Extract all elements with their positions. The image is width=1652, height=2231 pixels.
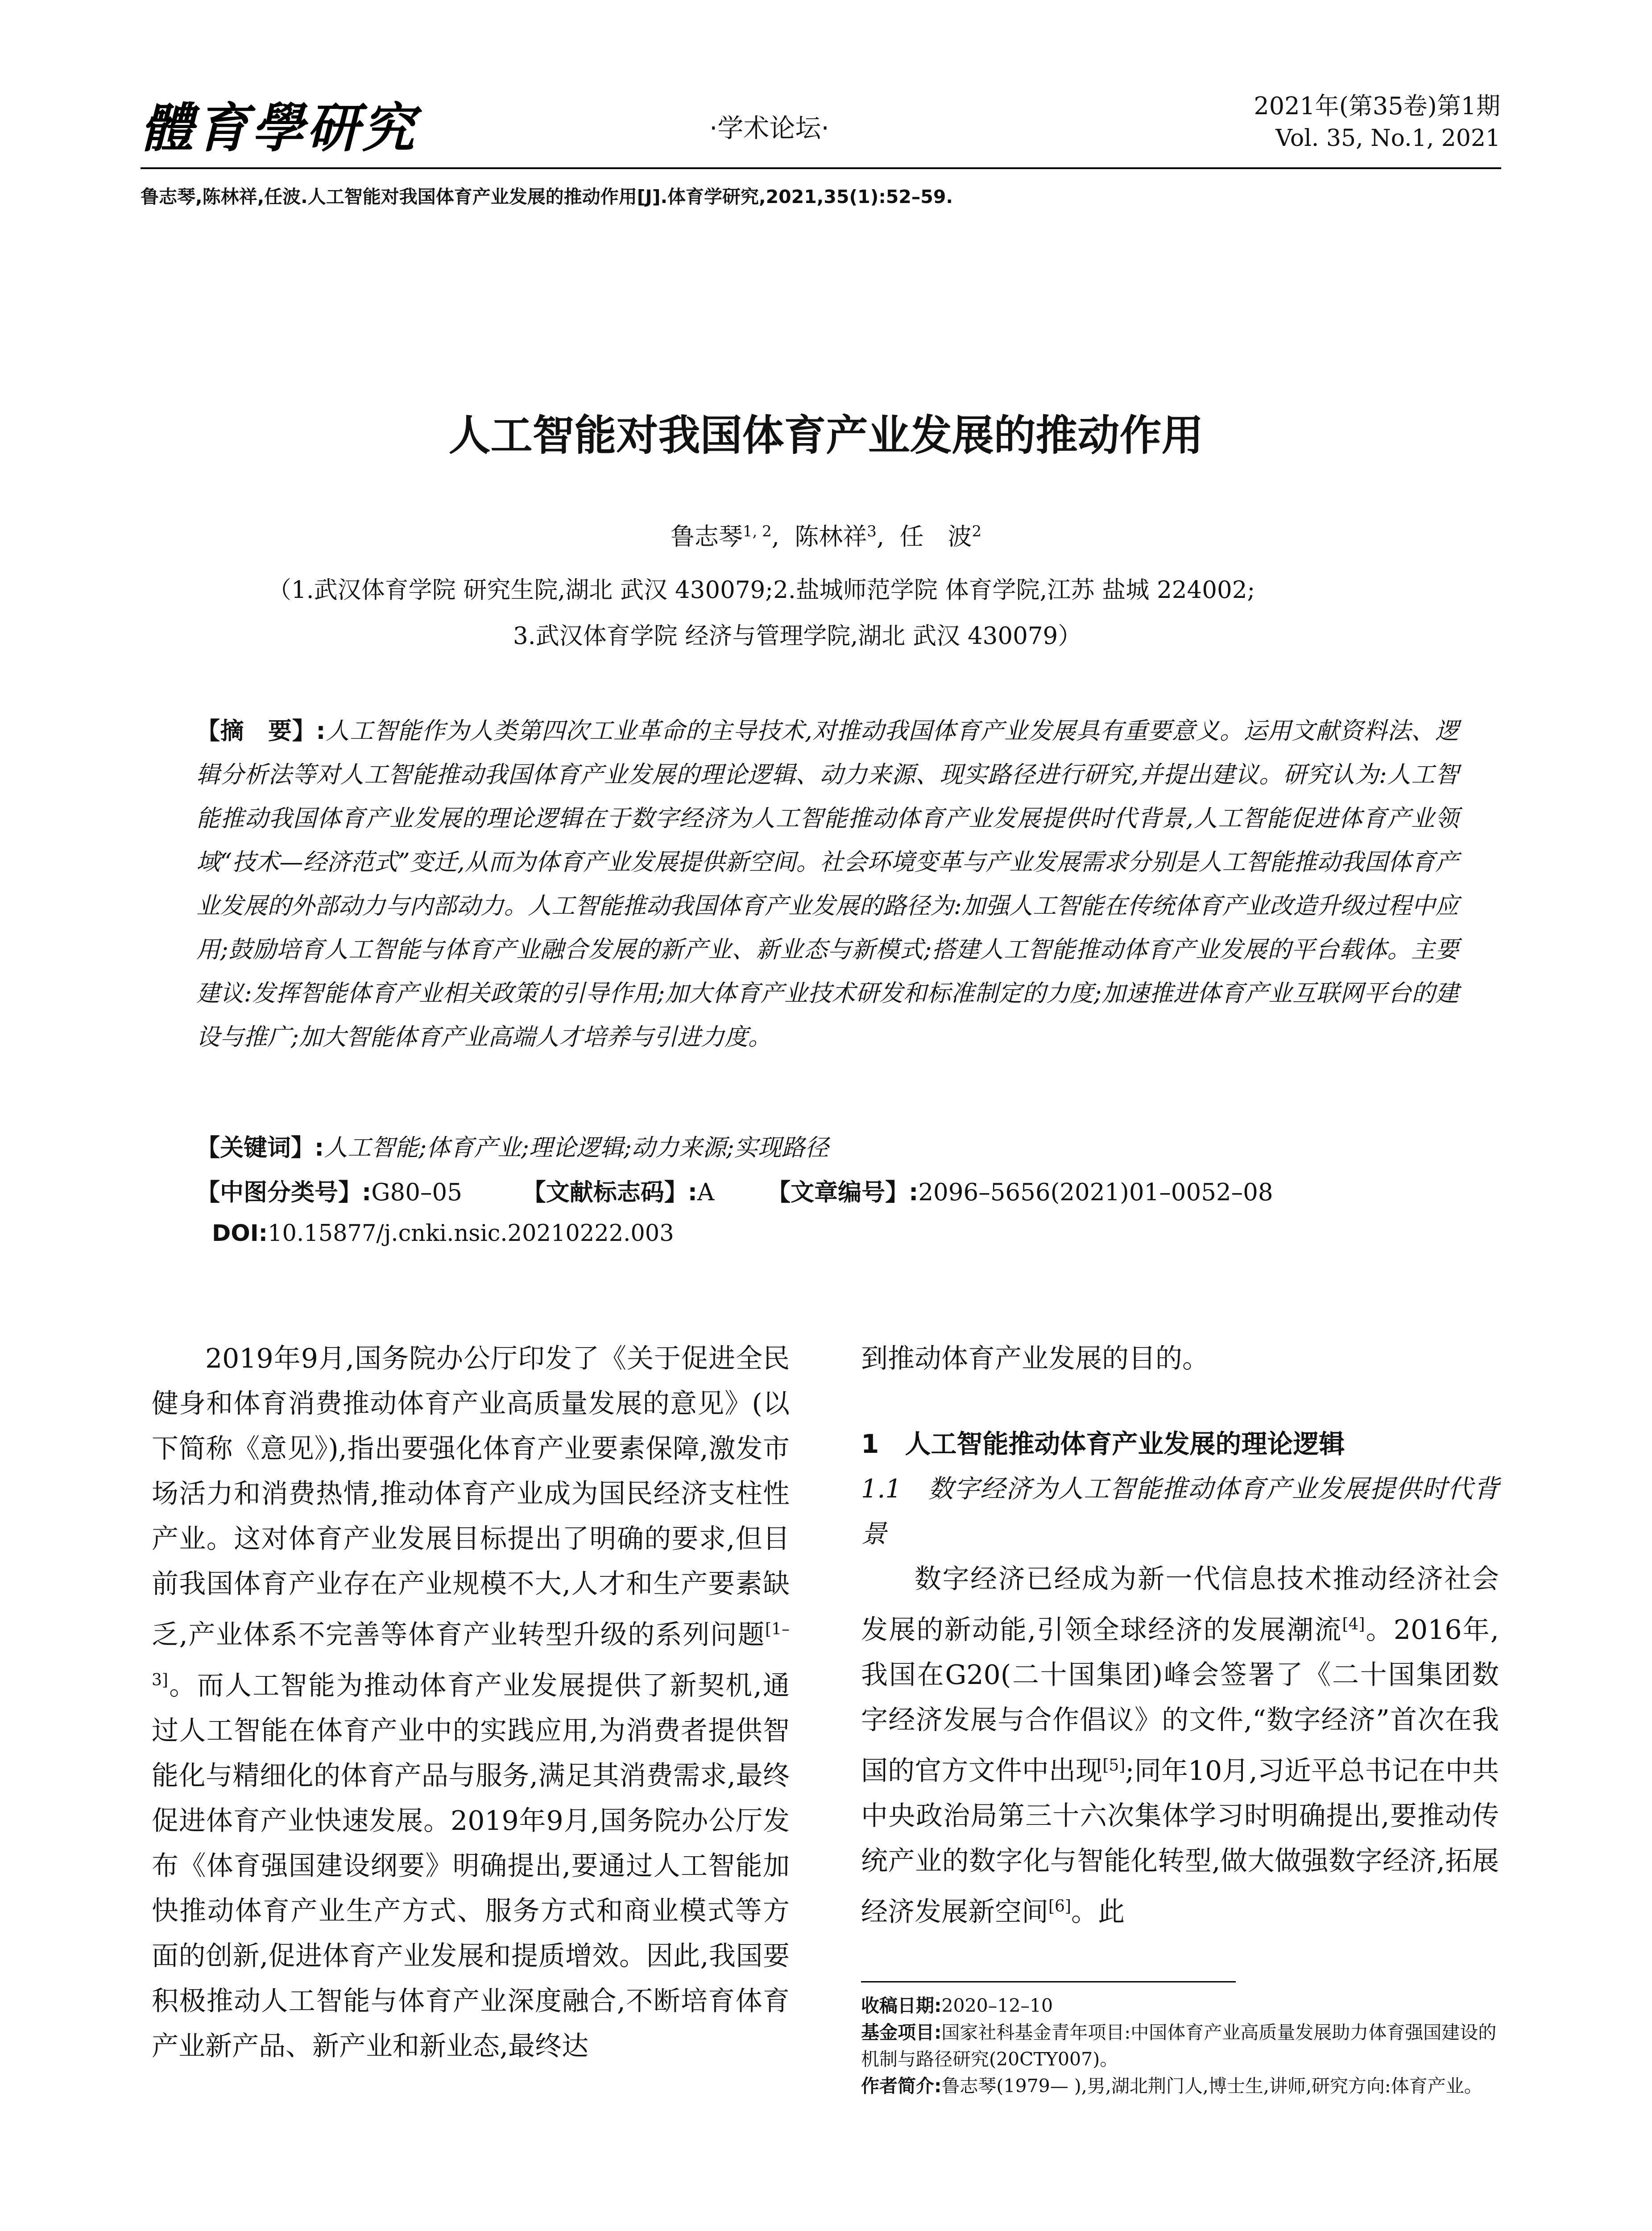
keywords-label: 【关键词】: (196, 1134, 324, 1161)
keywords-text: 人工智能;体育产业;理论逻辑;动力来源;实现路径 (324, 1134, 829, 1161)
abstract-text: 人工智能作为人类第四次工业革命的主导技术,对推动我国体育产业发展具有重要意义。运用文献资料法、逻辑分析法等对人工智能推动我国体育产业发展的理论逻辑、动力来源、现实路径进行研究,并提出建议。研究认为:人工智能推动我国体育产业发展的理论逻辑在于数字经济为人工智能推动体育产业发展提供时代背景,人工智能促进体育产业领域“技术—经济范式”变迁,从而为体育产业发展提供新空间。社会环境变革与产业发展需求分别是人工智能推动我国体育产业发展的外部动力与内部动力。人工智能推动我国体育产业发展的路径为:加强人工智能在传统体育产业改造升级过程中应用;鼓励培育人工智能与体育产业融合发展的新产业、新业态与新模式;搭建人工智能推动体育产业发展的平台载体。主要建议:发挥智能体育产业相关政策的引导作用;加大体育产业技术研发和标准制定的力度;加速推进体育产业互联网平台的建设与推广;加大智能体育产业高端人才培养与引进力度。 (196, 717, 1459, 1051)
author-name: 鲁志琴 (670, 523, 743, 551)
abstract-label: 【摘 要】: (196, 717, 326, 745)
author-affiliation-mark: 2 (972, 523, 982, 540)
clc-value: G80–05 (371, 1179, 462, 1206)
body-paragraph: 2019年9月,国务院办公厅印发了《关于促进全民健身和体育消费推动体育产业高质量发展的意见》(以下简称《意见》),指出要强化体育产业要素保障,激发市场活力和消费热情,推动体育产业成为国民经济支柱性产业。这对体育产业发展目标提出了明确的要求,但目前我国体育产业存在产业规模不大,人才和生产要素缺乏,产业体系不完善等体育产业转型升级的系列问题[1–3]。而人工智能为推动体育产业发展提供了新契机,通过人工智能在体育产业中的实践应用,为消费者提供智能化与精细化的体育产品与服务,满足其消费需求,最终促进体育产业快速发展。2019年9月,国务院办公厅发布《体育强国建设纲要》明确提出,要通过人工智能加快推动体育产业生产方式、服务方式和商业模式等方面的创新,促进体育产业发展和提质增效。因此,我国要积极推动人工智能与体育产业深度融合,不断培育体育产业新产品、新产业和新业态,最终达 (152, 1343, 790, 2062)
author-name: 陈林祥 (795, 523, 867, 551)
issue-info-en: Vol. 35, No.1, 2021 (1275, 125, 1500, 152)
doi-label: DOI: (212, 1220, 268, 1247)
journal-logo: 體育學研究 (141, 97, 418, 159)
body-paragraph-continued: 到推动体育产业发展的目的。 (861, 1343, 1209, 1374)
body-right-column (861, 1336, 1499, 1935)
clc-label: 【中图分类号】: (196, 1179, 372, 1206)
reference-mark[interactable]: [4] (1342, 1615, 1365, 1634)
abstract (196, 709, 1459, 1059)
footnote-fund: 基金项目:国家社科基金青年项目:中国体育产业高质量发展助力体育强国建设的机制与路径研究(20CTY007)。 (861, 2022, 1497, 2070)
article-title: 人工智能对我国体育产业发展的推动作用 (448, 411, 1204, 460)
classification-row (196, 1174, 1535, 1207)
body-left-column (152, 1336, 790, 2069)
section-heading: 1 人工智能推动体育产业发展的理论逻辑 (861, 1429, 1345, 1459)
footnote-received: 收稿日期:2020–12–10 (861, 1995, 1053, 2016)
issue-info-cn: 2021年(第35卷)第1期 (1254, 92, 1500, 120)
author-affiliation-mark: 3 (867, 523, 877, 540)
reference-mark[interactable]: [6] (1048, 1897, 1071, 1916)
affiliation-line: （1.武汉体育学院 研究生院,湖北 武汉 430079;2.盐城师范学院 体育学院,江苏 盐城 224002; (268, 576, 1255, 604)
footnote-divider (861, 1981, 1236, 1982)
reference-mark[interactable]: [1–3] (152, 1620, 790, 1689)
doc-code-value: A (697, 1179, 715, 1206)
footnotes (861, 1992, 1499, 2099)
article-number-value: 2096–5656(2021)01–0052–08 (918, 1179, 1273, 1206)
affiliation-line: 3.武汉体育学院 经济与管理学院,湖北 武汉 430079） (513, 622, 1082, 650)
article-number-label: 【文章编号】: (767, 1179, 919, 1206)
citation-line: 鲁志琴,陈林祥,任波.人工智能对我国体育产业发展的推动作用[J].体育学研究,2021,35(1):52–59. (141, 186, 953, 207)
doi-value[interactable]: 10.15877/j.cnki.nsic.20210222.003 (268, 1220, 674, 1247)
column-label: ·学术论坛· (709, 113, 829, 143)
author-name: 任 波 (899, 523, 972, 551)
body-paragraph: 数字经济已经成为新一代信息技术推动经济社会发展的新动能,引领全球经济的发展潮流[4]。2016年,我国在G20(二十国集团)峰会签署了《二十国集团数字经济发展与合作倡议》的文件,“数字经济”首次在我国的官方文件中出现[5];同年10月,习近平总书记在中共中央政治局第三十六次集体学习时明确提出,要推动传统产业的数字化与智能化转型,做大做强数字经济,拓展经济发展新空间[6]。此 (861, 1563, 1499, 1928)
reference-mark[interactable]: [5] (1102, 1756, 1126, 1775)
keywords (196, 1129, 829, 1163)
author-list: 鲁志琴$^{1, 2}$, 陈林祥$^3$, 任 波$^2$ (670, 523, 982, 551)
subsection-heading: 1.1 数字经济为人工智能推动体育产业发展提供时代背景 (861, 1474, 1499, 1549)
header-divider (141, 167, 1501, 169)
footnote-author: 作者简介:鲁志琴(1979— ),男,湖北荆门人,博士生,讲师,研究方向:体育产业。 (861, 2075, 1482, 2097)
doc-code-label: 【文献标志码】: (522, 1179, 697, 1206)
author-affiliation-mark: 1, 2 (742, 523, 772, 540)
doi (212, 1220, 674, 1247)
